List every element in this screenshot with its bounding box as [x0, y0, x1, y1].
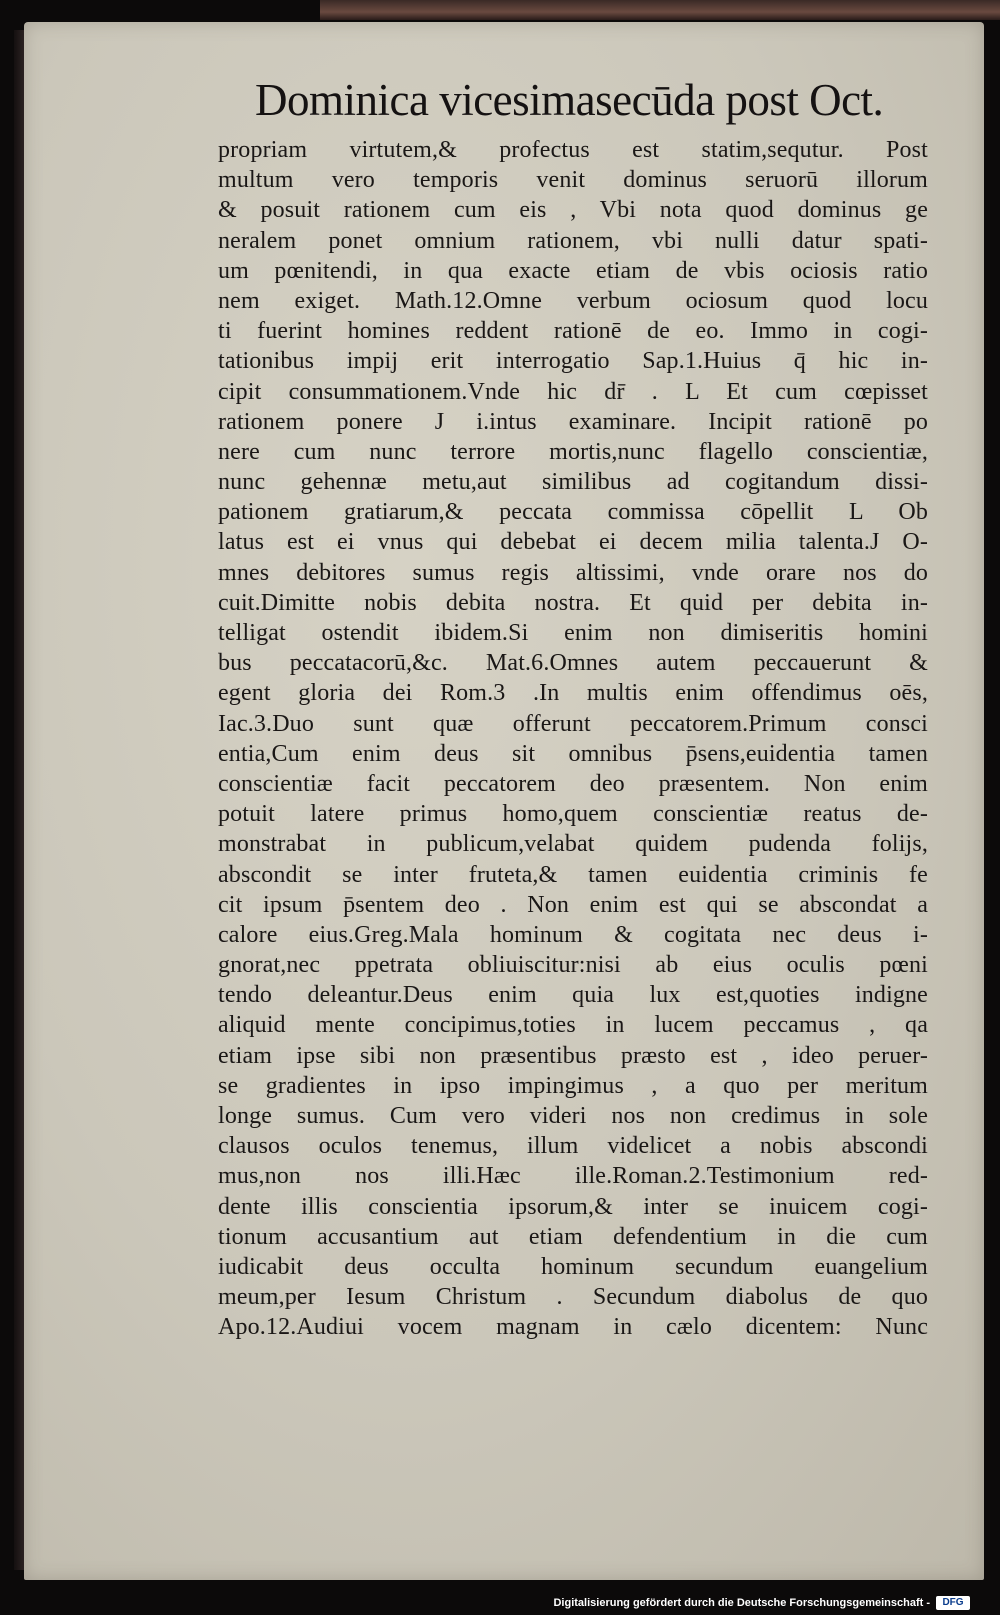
text-line: longe sumus. Cum vero videri nos non credimus in sole [218, 1103, 928, 1129]
text-line: etiam ipse sibi non præsentibus præsto est , ideo peruer- [218, 1042, 928, 1069]
text-line: iudicabit deus occulta hominum secundum euangelium [218, 1253, 928, 1280]
digitization-credit: Digitalisierung gefördert durch die Deutsche Forschungsgemeinschaft - [553, 1597, 930, 1609]
book-spine-top [320, 0, 1000, 20]
text-line: meum,per Iesum Christum . Secundum diabolus de quo [218, 1284, 928, 1311]
text-line: tationibus impij erit interrogatio Sap.1.Huius q̄ hic in- [218, 348, 928, 375]
text-line: ti fuerint homines reddent rationē de eo. Immo in cogi- [218, 318, 928, 345]
text-line: potuit latere primus homo,quem conscientiæ reatus de- [218, 801, 928, 828]
text-line: Iac.3.Duo sunt quæ offerunt peccatorem.Primum consci [218, 710, 928, 737]
text-line: mus,non nos illi.Hæc ille.Roman.2.Testimonium red- [218, 1163, 928, 1190]
text-line: cit ipsum p̄sentem deo . Non enim est qui se abscondat a [218, 891, 928, 918]
text-line: rationem ponere J i.intus examinare. Incipit rationē po [218, 408, 928, 435]
text-line: se gradientes in ipso impingimus , a quo per meritum [218, 1072, 928, 1099]
text-line: telligat ostendit ibidem.Si enim non dimiseritis homini [218, 620, 928, 646]
text-line: egent gloria dei Rom.3 .In multis enim offendimus oēs, [218, 680, 928, 707]
text-line: gnorat,nec ppetrata obliuiscitur:nisi ab eius oculis pœni [218, 952, 928, 979]
text-line: calore eius.Greg.Mala hominum & cogitata nec deus i- [218, 921, 928, 948]
page-left-edge [14, 30, 24, 1570]
text-line: um pœnitendi, in qua exacte etiam de vbis ociosis ratio [218, 257, 928, 284]
text-line: clausos oculos tenemus, illum videlicet a nobis abscondi [218, 1133, 928, 1160]
text-line: cuit.Dimitte nobis debita nostra. Et quid per debita in- [218, 589, 928, 616]
text-line: multum vero temporis venit dominus seruorū illorum [218, 167, 928, 194]
text-line: nem exiget. Math.12.Omne verbum ociosum quod locu [218, 287, 928, 314]
text-line: propriam virtutem,& profectus est statim,sequtur. Post [218, 137, 928, 163]
text-line: conscientiæ facit peccatorem deo præsentem. Non enim [218, 770, 928, 797]
text-line: Apo.12.Audiui vocem magnam in cælo dicentem: Nunc [218, 1314, 928, 1341]
text-line: aliquid mente concipimus,toties in lucem peccamus , qa [218, 1012, 928, 1039]
text-line: abscondit se inter fruteta,& tamen euidentia criminis fe [218, 861, 928, 888]
dfg-logo-icon: DFG [936, 1596, 970, 1610]
text-line: dente illis conscientia ipsorum,& inter se inuicem cogi- [218, 1193, 928, 1220]
text-line: pationem gratiarum,& peccata commissa cōpellit L Ob [218, 499, 928, 526]
text-line: mnes debitores sumus regis altissimi, vnde orare nos do [218, 559, 928, 586]
text-line: latus est ei vnus qui debebat ei decem milia talenta.J O- [218, 529, 928, 556]
text-line: bus peccatacorū,&c. Mat.6.Omnes autem peccauerunt & [218, 650, 928, 677]
page-heading: Dominica vicesimasecūda post Oct. [255, 75, 884, 125]
text-line: tionum accusantium aut etiam defendentium in die cum [218, 1223, 928, 1250]
text-line: neralem ponet omnium rationem, vbi nulli datur spati- [218, 227, 928, 254]
text-line: entia,Cum enim deus sit omnibus p̄sens,euidentia tamen [218, 740, 928, 767]
text-line: nunc gehennæ metu,aut similibus ad cogitandum dissi- [218, 469, 928, 496]
text-line: monstrabat in publicum,velabat quidem pudenda folijs, [218, 831, 928, 858]
text-line: nere cum nunc terrore mortis,nunc flagello conscientiæ, [218, 438, 928, 465]
text-line: tendo deleantur.Deus enim quia lux est,quoties indigne [218, 982, 928, 1009]
text-block [218, 135, 928, 1343]
text-line: cipit consummationem.Vnde hic dr̄ . L Et cum cœpisset [218, 378, 928, 405]
text-line: & posuit rationem cum eis , Vbi nota quod dominus ge [218, 197, 928, 224]
